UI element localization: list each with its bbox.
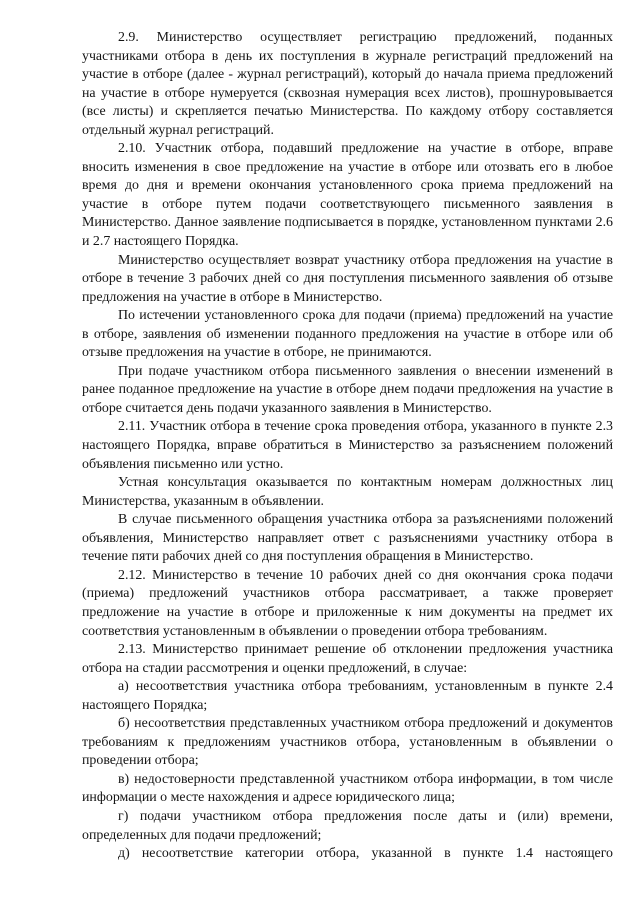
document-page (82, 29, 613, 864)
paragraph-2-10: 2.10. Участник отбора, подавший предложение на участие в отборе, вправе вносить изменения в свое предложение на участие в отборе или отозвать его в любое время до дня и времени окончания установленного срока приема предложений на участие в отборе путем подачи соответствующего письменного заявления в Министерство. Данное заявление подписывается в порядке, установленном пунктами 2.6 и 2.7 настоящего Порядка. (82, 141, 613, 250)
list-item-g: г) подачи участником отбора предложения после даты и (или) времени, определенных для подачи предложений; (82, 808, 613, 843)
paragraph-return-offer: Министерство осуществляет возврат участнику отбора предложения на участие в отборе в течение 3 рабочих дней со дня поступления письменного заявления об отзыве предложения на участие в отборе в Министерство. (82, 252, 613, 305)
paragraph-2-12: 2.12. Министерство в течение 10 рабочих дней со дня окончания срока подачи (приема) предложений участников отбора рассматривает, а также проверяет предложение на участие в отборе и приложенные к ним документы на предмет их соответствия установленным в объявлении о проведении отбора требованиям. (82, 567, 613, 639)
paragraph-2-9: 2.9. Министерство осуществляет регистрацию предложений, поданных участниками отбора в день их поступления в журнале регистраций предложений на участие в отборе (далее - журнал регистраций), который до начала приема предложений на участие в отборе нумеруется (сквозная нумерация всех листов), прошнуровывается (все листы) и скрепляется печатью Министерства. По каждому отбору составляется отдельный журнал регистраций. (82, 30, 613, 138)
list-item-d: д) несоответствие категории отбора, указанной в пункте 1.4 настоящего (118, 846, 613, 862)
list-item-b: б) несоответствия представленных участником отбора предложений и документов требованиям к предложениям участников отбора, установленным в объявлении о проведении отбора; (82, 716, 613, 769)
list-item-a: а) несоответствия участника отбора требованиям, установленным в пункте 2.4 настоящего Порядка; (82, 679, 613, 713)
paragraph-written-request: В случае письменного обращения участника отбора за разъяснениями положений объявления, Министерство направляет ответ с разъяснениями участнику отбора в течение пяти рабочих дней со дня поступления обращения в Министерство. (82, 512, 613, 565)
paragraph-2-13: 2.13. Министерство принимает решение об отклонении предложения участника отбора на стадии рассмотрения и оценки предложений, в случае: (82, 642, 613, 676)
paragraph-deadline-expiry: По истечении установленного срока для подачи (приема) предложений на участие в отборе, заявления об изменении поданного предложения на участие в отборе или об отзыве предложения на участие в отборе, не принимаются. (82, 308, 613, 361)
list-item-v: в) недостоверности представленной участником отбора информации, в том числе информации о месте нахождения и адресе юридического лица; (82, 771, 613, 806)
paragraph-oral-consultation: Устная консультация оказывается по контактным номерам должностных лиц Министерства, указанным в объявлении. (82, 475, 613, 509)
paragraph-2-11: 2.11. Участник отбора в течение срока проведения отбора, указанного в пункте 2.3 настоящего Порядка, вправе обратиться в Министерство за разъяснением положений объявления письменно или устно. (82, 419, 613, 472)
paragraph-change-submission: При подаче участником отбора письменного заявления о внесении изменений в ранее поданное предложение на участие в отборе днем подачи предложения на участие в отборе считается день подачи указанного заявления в Министерство. (82, 363, 613, 416)
